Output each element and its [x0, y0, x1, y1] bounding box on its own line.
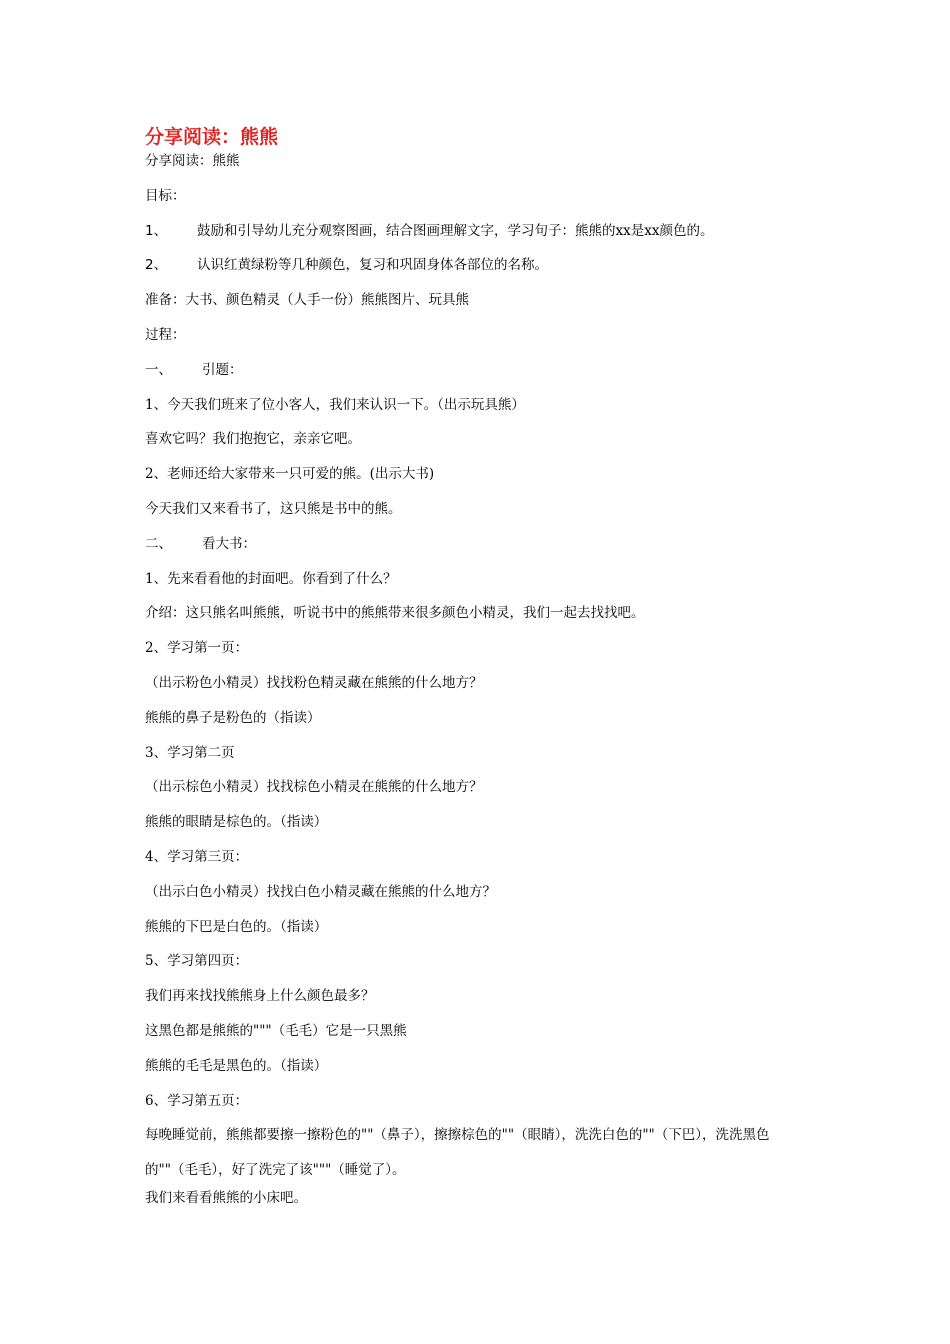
paragraph-line: （出示棕色小精灵）找找棕色小精灵在熊熊的什么地方？: [145, 779, 483, 796]
paragraph-line: 2、学习第一页：: [145, 640, 249, 657]
section-2-heading: 二、 看大书：: [145, 535, 256, 552]
document-page: [145, 123, 815, 1223]
goal-item-2: 2、 认识红黄绿粉等几种颜色，复习和巩固身体各部位的名称。: [145, 257, 548, 274]
paragraph-line: 3、学习第二页: [145, 744, 235, 761]
paragraph-line: 今天我们又来看书了，这只熊是书中的熊。: [145, 500, 402, 517]
section-1-heading: 一、 引题：: [145, 361, 243, 378]
goals-heading: 目标：: [145, 187, 186, 204]
paragraph-line: 这黑色都是熊熊的"""（毛毛）它是一只黑熊: [145, 1022, 407, 1039]
goal-item-1: 1、 鼓励和引导幼儿充分观察图画，结合图画理解文字，学习句子：熊熊的xx是xx颜色的。: [145, 222, 714, 239]
paragraph-line: 4、学习第三页：: [145, 848, 249, 865]
paragraph-line: 喜欢它吗？我们抱抱它，亲亲它吧。: [145, 431, 361, 448]
paragraph-line: 熊熊的眼睛是棕色的。（指读）: [145, 814, 328, 831]
paragraph-line: 6、学习第五页：: [145, 1092, 249, 1109]
paragraph-line: 2、老师还给大家带来一只可爱的熊。(出示大书): [145, 466, 435, 483]
paragraph-line: 1、今天我们班来了位小客人，我们来认识一下。（出示玩具熊）: [145, 396, 525, 413]
paragraph-line: （出示白色小精灵）找找白色小精灵藏在熊熊的什么地方？: [145, 883, 496, 900]
preparation-line: 准备：大书、颜色精灵（人手一份）熊熊图片、玩具熊: [145, 292, 469, 309]
paragraph-line: 5、学习第四页：: [145, 953, 249, 970]
paragraph-line: 熊熊的鼻子是粉色的（指读）: [145, 709, 321, 726]
paragraph-line: （出示粉色小精灵）找找粉色精灵藏在熊熊的什么地方？: [145, 674, 483, 691]
paragraph-line: 1、先来看看他的封面吧。你看到了什么？: [145, 570, 397, 587]
paragraph-line: 我们再来找找熊熊身上什么颜色最多？: [145, 988, 375, 1005]
document-title: 分享阅读：熊熊: [145, 126, 279, 148]
subtitle-line: 分享阅读：熊熊: [145, 153, 240, 169]
paragraph-line-wrapped: 每晚睡觉前，熊熊都要擦一擦粉色的""（鼻子），擦擦棕色的""（眼睛），洗洗白色的""（下巴），洗洗黑色的""（毛毛），好了洗完了该"""（睡觉了）。: [145, 1127, 770, 1179]
paragraph-line: 介绍：这只熊名叫熊熊，听说书中的熊熊带来很多颜色小精灵，我们一起去找找吧。: [145, 605, 645, 622]
paragraph-line: 熊熊的下巴是白色的。（指读）: [145, 918, 328, 935]
paragraph-line: 我们来看看熊熊的小床吧。: [145, 1189, 307, 1206]
process-heading: 过程：: [145, 326, 186, 343]
paragraph-line: 熊熊的毛毛是黑色的。（指读）: [145, 1057, 328, 1074]
